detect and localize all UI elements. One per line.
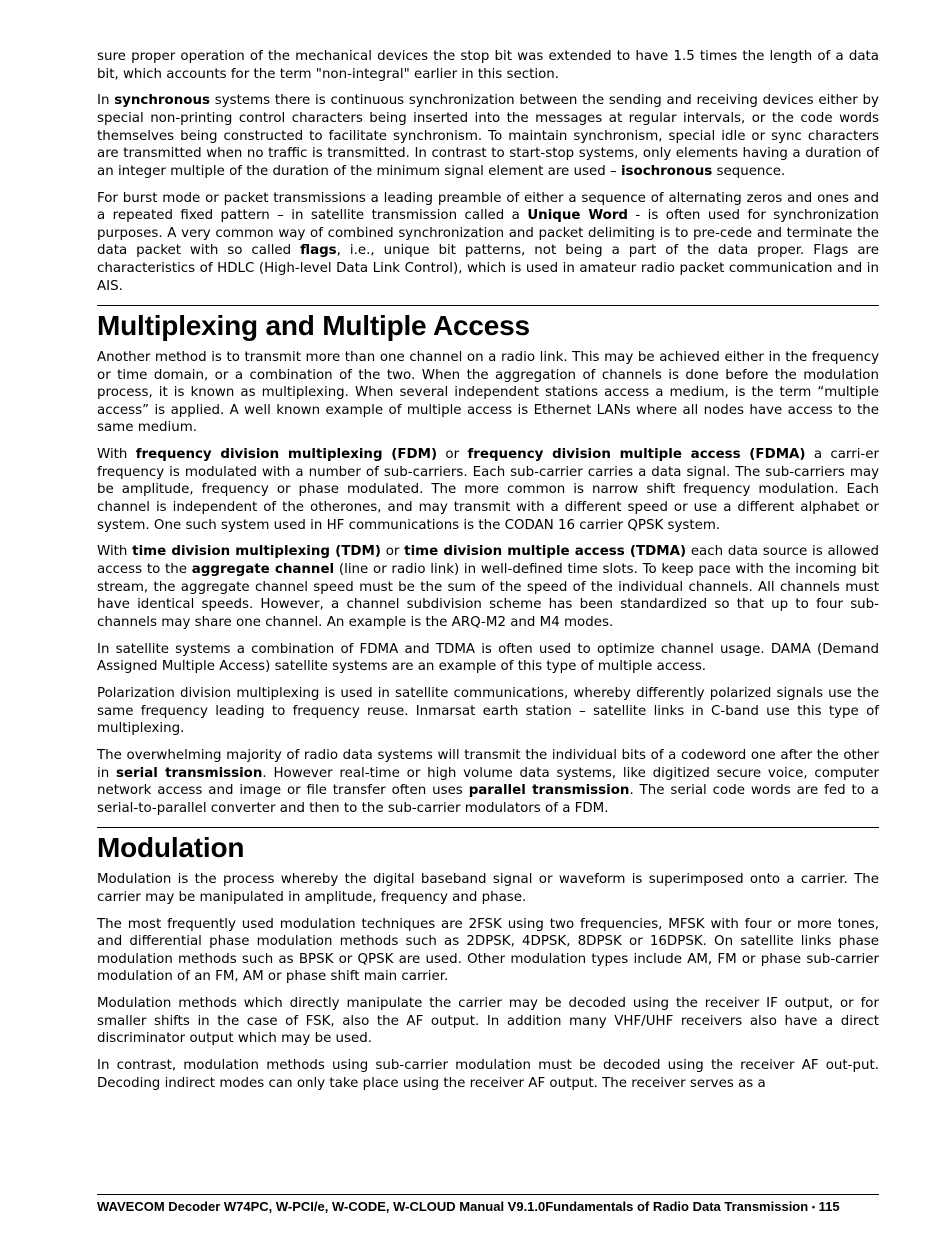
heading-modulation: Modulation xyxy=(97,832,245,864)
term-flags: flags xyxy=(300,243,337,259)
section-modulation xyxy=(97,827,879,1092)
term-tdma: time division multiple access (TDMA) xyxy=(404,544,687,560)
term-fdm: frequency division multiplexing (FDM) xyxy=(135,447,438,463)
paragraph-serial-parallel: The overwhelming majority of radio data systems will transmit the individual bits of a codeword one after the other in serial transmission. However real-time or high volume data systems, like digitized secure voice, computer network access and image or file transfer often uses parallel transmission. The serial code words are fed to a serial-to-parallel converter and then to the sub-carrier modulators of a FDM. xyxy=(97,747,880,816)
term-tdm: time division multiplexing (TDM) xyxy=(132,544,381,560)
paragraph-intro-synchronous: In synchronous systems there is continuous synchronization between the sending and receiving devices either by special non-printing control characters being inserted into the messages at regular intervals, or the code words themselves being constructed to facilitate synchronism. To maintain synchronism, special idle or sync characters are transmitted when no traffic is transmitted. In contrast to start-stop systems, only elements having a duration of an integer multiple of the duration of the minimum signal element are used – isochronous sequence. xyxy=(97,93,879,179)
term-fdma: frequency division multiple access (FDMA) xyxy=(467,447,806,463)
document-page xyxy=(97,48,879,1102)
term-unique-word: Unique Word xyxy=(527,208,629,224)
paragraph-modulation-1: Modulation is the process whereby the digital baseband signal or waveform is superimposed onto a carrier. The carrier may be manipulated in amplitude, frequency and phase. xyxy=(97,872,879,905)
paragraph-fdm: With frequency division multiplexing (FDM) or frequency division multiple access (FDMA) a carri-er frequency is modulated with a number of sub-carriers. Each sub-carrier carries a data signal. The sub-carriers may be amplitude, frequency or phase modulated. The more common is narrow shift frequency modulation. Each channel is independent of the otherones, and may transmit with a different speed or use a different alphabet or system. One such system used in HF communications is the CODAN 16 carrier QPSK system. xyxy=(97,447,880,533)
paragraph-modulation-3: Modulation methods which directly manipulate the carrier may be decoded using the receiver IF output, or for smaller shifts in the case of FSK, also the AF output. In addition many VHF/UHF receivers also have a direct discriminator output which may be used. xyxy=(97,996,879,1047)
paragraph-intro-1: sure proper operation of the mechanical devices the stop bit was extended to have 1.5 times the length of a data bit, which accounts for the term "non-integral" earlier in this section. xyxy=(97,49,879,82)
paragraph-modulation-4: In contrast, modulation methods using sub-carrier modulation must be decoded using the receiver AF out-put. Decoding indirect modes can only take place using the receiver AF output. The receiver serves as a xyxy=(97,1058,879,1091)
term-serial-transmission: serial transmission xyxy=(116,765,263,781)
term-synchronous: synchronous xyxy=(114,93,210,109)
footer-manual-title: WAVECOM Decoder W74PC, W-PCI/e, W-CODE, W-CLOUD Manual V9.1.0Fundamentals of Radio Data Transmission xyxy=(97,1199,809,1214)
section-multiplexing xyxy=(97,305,879,817)
term-aggregate-channel: aggregate channel xyxy=(191,562,335,577)
page-footer xyxy=(97,1194,879,1216)
footer-bullet: • xyxy=(811,1202,815,1212)
paragraph-intro-burst: For burst mode or packet transmissions a leading preamble of either a sequence of alternating zeros and ones and a repeated fixed pattern – in satellite transmission called a Unique Word - is often used for synchronization purposes. A very common way of combined synchronization and packet delimiting is to pre-cede and terminate the data packet with so called flags, i.e., unique bit patterns, not being a part of the data proper. Flags are characteristics of HDLC (High-level Data Link Control), which is used in amateur radio packet communication and in AIS. xyxy=(97,190,880,294)
footer-page-number: 115 xyxy=(818,1199,840,1214)
paragraph-satellite: In satellite systems a combination of FDMA and TDMA is often used to optimize channel usage. DAMA (Demand Assigned Multiple Access) satellite systems are an example of this type of multiple access. xyxy=(97,641,879,675)
term-isochronous: isochronous xyxy=(620,163,713,179)
term-parallel-transmission: parallel transmission xyxy=(468,783,630,799)
paragraph-polarization: Polarization division multiplexing is used in satellite communications, whereby differently polarized signals use the same frequency leading to frequency reuse. Inmarsat earth station – satellite links in C-band use this type of multiplexing. xyxy=(97,685,879,737)
paragraph-tdm: With time division multiplexing (TDM) or time division multiple access (TDMA) each data source is allowed access to the aggregate channel (line or radio link) in well-defined time slots. To keep pace with the incoming bit stream, the aggregate channel speed must be the sum of the speed of the individual channels. All channels must have identical speeds. However, a channel subdivision scheme has been standardized so that up to four sub-channels may share one channel. An example is the ARQ-M2 and M4 modes. xyxy=(97,544,880,630)
paragraph-modulation-2: The most frequently used modulation techniques are 2FSK using two frequencies, MFSK with four or more tones, and differential phase modulation methods such as 2DPSK, 4DPSK, 8DPSK or 16DPSK. On satellite links phase modulation methods such as BPSK or QPSK are used. Other modulation types include AM, FM or phase sub-carrier modulation of an FM, AM or phase shift main carrier. xyxy=(97,916,879,985)
paragraph-multiplexing-1: Another method is to transmit more than one channel on a radio link. This may be achieved either in the frequency or time domain, or a combination of the two. When the aggregation of channels is done before the modulation process, it is known as multiplexing. When several independent stations access a medium, is the term “multiple access” is applied. A well known example of multiple access is Ethernet LANs where all nodes have access to the same medium. xyxy=(97,350,879,436)
heading-multiplexing: Multiplexing and Multiple Access xyxy=(97,310,530,342)
